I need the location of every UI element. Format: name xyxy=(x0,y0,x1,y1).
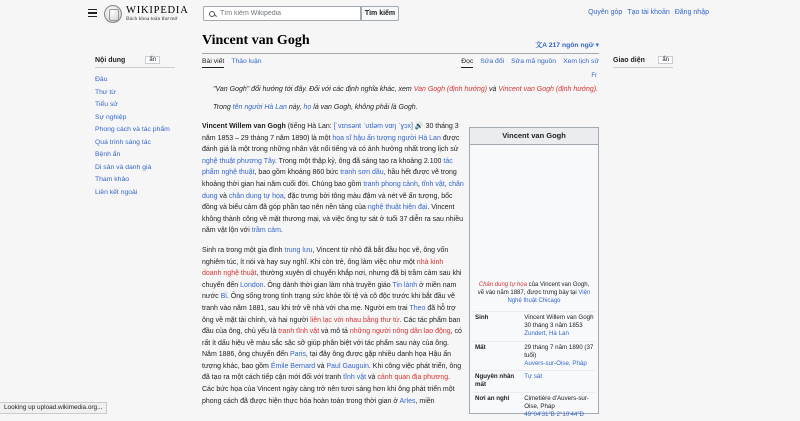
article-link[interactable]: tĩnh vật xyxy=(343,374,367,382)
logo-subtitle: Bách khoa toàn thư mở xyxy=(126,16,178,22)
toc-item[interactable]: Quá trình sáng tác xyxy=(95,138,151,146)
article-link[interactable]: trung lưu xyxy=(284,246,313,254)
infobox-key: Mất xyxy=(475,343,486,351)
translate-icon: 文A xyxy=(535,42,549,49)
article-link[interactable]: Theo xyxy=(409,304,426,312)
disambig-link[interactable]: Van Gogh (định hướng) xyxy=(413,86,488,93)
toc-item[interactable]: Bệnh ẩn xyxy=(95,151,121,158)
language-button[interactable]: 文A 217 ngôn ngữ ▾ xyxy=(535,42,599,49)
article-link[interactable]: Arles xyxy=(399,397,416,405)
paragraph: Sinh ra trong một gia đình trung lưu, Vincent từ nhỏ đã bắt đầu học vẽ, ông vốn nghiêm túc, ít nói và hay suy nghĩ. Khi còn trẻ, ông làm việc như một nhà kinh doanh nghệ thuật, thường xuyên di chuyển khắp nơi, nhưng đã bị trầm cảm sau khi chuyển đến London. Ông dành thời gian làm nhà truyền giáo Tin lành ở miền nam nước Bỉ. Ông sống trong tình trạng sức khỏe tồi tệ và cô độc trước khi bắt đầu vẽ tranh vào năm 1881, sau khi trở về nhà với cha mẹ. Người em trai Theo đã hỗ trợ ông về mặt tài chính, và hai người liên lạc với nhau bằng thư từ. Các tác phẩm ban đầu của ông, chủ yếu là tranh tĩnh vật và mô tả những người nông dân lao động, có rất ít dấu hiệu về màu sắc sặc sỡ giúp phân biệt với tác phẩm sau này của ông. Năm 1886, ông chuyển đến Paris, tại đây ông được gặp nhiều danh họa Hậu ấn tượng khác, bao gồm Émile Bernard và Paul Gauguin. Khi công việc phát triển, ông đã tạo ra một cách tiếp cận mới đối với tranh tĩnh vật và cảnh quan địa phương. Các bức họa của Vincent ngày càng trở nên tươi sáng hơn khi ông phát triển một phong cách đã được hiện thực hóa hoàn toàn trong thời gian ở Arles, miền xyxy=(202,246,462,405)
appearance-panel xyxy=(613,56,673,74)
toc-item[interactable]: Di sản và danh giá xyxy=(95,163,152,171)
audio-icon[interactable]: 🔊 xyxy=(412,123,424,130)
infobox-row xyxy=(473,341,595,371)
tab-article[interactable]: Bài viết xyxy=(202,58,224,68)
logo-title: WIKIPEDIA xyxy=(126,5,189,16)
article-link[interactable]: họa sĩ hậu ấn tượng người Hà Lan xyxy=(332,134,441,142)
article-link[interactable]: chân dung tự họa xyxy=(228,192,284,200)
infobox-key: Nguyên nhân mất xyxy=(475,373,515,389)
disambig-link[interactable]: Vincent van Gogh (định hướng) xyxy=(498,86,597,93)
article-link[interactable]: Tin lành xyxy=(392,281,418,289)
main-menu-icon[interactable] xyxy=(88,9,97,17)
user-links xyxy=(588,9,709,16)
article-link[interactable]: những người nông dân lao động xyxy=(349,328,451,336)
infobox-value: 29 tháng 7 năm 1890 (37 tuổi) Auvers-sur-Oise, Pháp xyxy=(524,343,594,368)
browser-status-bar: Looking up upload.wikimedia.org... xyxy=(0,402,107,414)
article-link[interactable]: cảnh quan địa phương xyxy=(377,374,449,382)
wikipedia-logo[interactable] xyxy=(104,5,189,23)
search-input[interactable] xyxy=(220,10,350,17)
search-box[interactable] xyxy=(203,6,361,21)
article-link[interactable]: nghệ thuật phương Tây xyxy=(202,157,275,165)
portrait-image[interactable] xyxy=(473,149,595,277)
article-link[interactable]: tranh tĩnh vật xyxy=(278,328,320,336)
appearance-heading: Giao diện xyxy=(613,56,645,64)
museum-link[interactable]: Viện Nghệ thuật Chicago xyxy=(507,290,591,304)
infobox-title: Vincent van Gogh xyxy=(470,128,598,145)
page-title: Vincent van Gogh xyxy=(202,33,310,48)
table-of-contents xyxy=(95,56,175,199)
article-link[interactable]: Émile Bernard xyxy=(270,362,316,370)
article-link[interactable]: tĩnh vật xyxy=(421,180,445,188)
article-link[interactable]: trầm cảm xyxy=(251,227,281,235)
toc-item[interactable]: Liên kết ngoài xyxy=(95,188,138,196)
create-account-link[interactable]: Tạo tài khoản xyxy=(627,9,670,16)
search-icon xyxy=(209,11,215,17)
tab-edit-source[interactable]: Sửa mã nguồn xyxy=(511,58,557,65)
ipa-link[interactable]: [ˈvɪnsənt ˈʋɪləm vɑŋ ˈɣɔx] xyxy=(333,123,413,130)
article-link[interactable]: nghệ thuật hiện đại xyxy=(367,204,428,212)
tab-edit[interactable]: Sửa đổi xyxy=(480,58,505,65)
infobox-key: Sinh xyxy=(475,314,489,321)
infobox-key: Nơi an nghỉ xyxy=(475,394,510,402)
search-button[interactable]: Tìm kiếm xyxy=(361,6,399,21)
coordinates-link[interactable]: 49°04′31″B 2°10′44″Đ xyxy=(524,411,585,419)
article-link[interactable]: tranh sơn dầu xyxy=(340,169,384,177)
article-link[interactable]: tên người Hà Lan xyxy=(232,103,287,111)
article-link[interactable]: tác phẩm nghệ thuật xyxy=(202,157,453,177)
infobox xyxy=(469,127,599,419)
infobox-value[interactable]: Tự sát xyxy=(524,373,543,381)
article-link[interactable]: chân dung xyxy=(202,180,464,200)
article-link[interactable]: họ xyxy=(303,103,312,111)
article-link[interactable]: nhà kinh doanh nghệ thuật xyxy=(202,258,444,278)
article-link[interactable]: Bỉ xyxy=(220,293,227,301)
toc-item[interactable]: Phong cách và tác phẩm xyxy=(95,126,170,133)
login-link[interactable]: Đăng nhập xyxy=(674,9,709,16)
wikipedia-globe-icon xyxy=(104,5,122,23)
place-link[interactable]: Zundert, Hà Lan xyxy=(524,330,569,338)
article-link[interactable]: liên lạc với nhau bằng thư từ xyxy=(310,316,400,324)
infobox-row xyxy=(473,392,595,421)
lead-paragraph: Vincent Willem van Gogh (tiếng Hà Lan: [ˈvɪnsənt ˈʋɪləm vɑŋ ˈɣɔx] 🔊 30 tháng 3 năm 1853 – 29 tháng 7 năm 1890) là một họa sĩ hậu ấn tượng người Hà Lan được đánh giá là một trong những nhân vật nổi tiếng và có ảnh hưởng nhất trong lịch sử nghệ thuật phương Tây. Trong một thập kỷ, ông đã sáng tạo ra khoảng 2.100 tác phẩm nghệ thuật, bao gồm khoảng 860 bức tranh sơn dầu, hầu hết được vẽ trong khoảng thời gian hai năm cuối đời. Chúng bao gồm tranh phong cảnh, tĩnh vật, chân dung và chân dung tự họa, đặc trưng bởi tông màu đậm và nét vẽ ấn tượng, bốc đồng và biểu cảm đã góp phần tạo nên nền tảng của nghệ thuật hiện đại. Vincent không thành công về mặt thương mại, và việc ông tự sát ở tuổi 37 diễn ra sau nhiều năm vật lộn với trầm cảm. xyxy=(202,123,464,235)
place-link[interactable]: Auvers-sur-Oise, Pháp xyxy=(524,360,587,368)
toc-item[interactable]: Thư từ xyxy=(95,88,116,96)
donate-link[interactable]: Quyên góp xyxy=(588,9,623,16)
article-link[interactable]: Paul Gauguin xyxy=(326,362,369,370)
infobox-table xyxy=(473,311,595,421)
hatnote: "Van Gogh" đổi hướng tới đây. Đối với các định nghĩa khác, xem Van Gogh (định hướng) và Vincent van Gogh (định hướng). xyxy=(213,86,599,93)
tools-menu[interactable]: Fr xyxy=(591,73,597,79)
infobox-row xyxy=(473,370,595,391)
infobox-value: Cimetière d'Auvers-sur-Oise, Pháp 49°04′31″B 2°10′44″Đ xyxy=(524,395,595,420)
toc-item[interactable]: Sự nghiệp xyxy=(95,113,127,121)
toc-item[interactable]: Tham khảo xyxy=(95,176,130,183)
article-link[interactable]: Paris xyxy=(289,351,306,359)
tab-read[interactable]: Đọc xyxy=(461,58,473,68)
toc-hide-button[interactable]: ẩn xyxy=(145,56,160,64)
language-count: 217 ngôn ngữ xyxy=(548,42,594,49)
infobox-value: Vincent Willem van Gogh 30 tháng 3 năm 1853 Zundert, Hà Lan xyxy=(524,314,594,338)
article-link[interactable]: London xyxy=(240,281,264,289)
appearance-hide-button[interactable]: ẩn xyxy=(658,56,673,64)
article-link[interactable]: tranh phong cảnh xyxy=(363,180,418,188)
hatnote: Trong tên người Hà Lan này, họ là van Gogh, không phải là Gogh. xyxy=(213,103,418,111)
toc-heading: Nội dung xyxy=(95,56,126,64)
image-caption: Chân dung tự họa của Vincent van Gogh, vẽ vào năm 1887, được trưng bày tại Viện Nghệ thuật Chicago xyxy=(477,282,591,304)
toc-item[interactable]: Tiểu sử xyxy=(95,101,118,108)
site-header xyxy=(0,0,800,28)
tab-talk[interactable]: Thảo luận xyxy=(231,58,262,65)
infobox-row xyxy=(473,311,595,341)
subject-name: Vincent Willem van Gogh xyxy=(202,123,286,130)
caption-link[interactable]: Chân dung tự họa xyxy=(478,282,527,288)
tab-history[interactable]: Xem lịch sử xyxy=(563,58,599,65)
toc-item[interactable]: Đầu xyxy=(95,76,108,83)
